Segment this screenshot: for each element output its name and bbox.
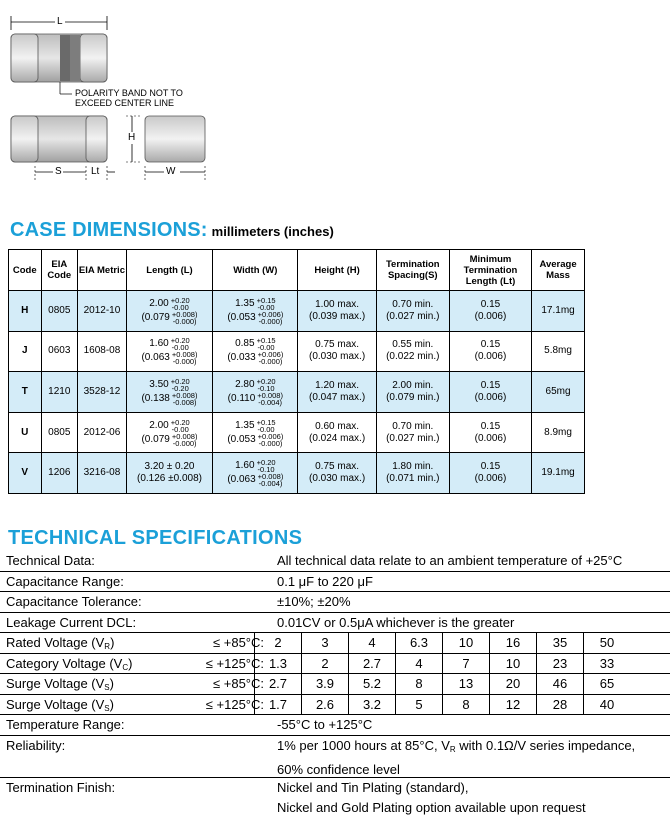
eia-code: 0805 — [41, 291, 78, 332]
height-cell-mm: 1.20 max. — [315, 379, 360, 391]
tolerance — [172, 351, 198, 365]
voltage-value: 28 — [536, 695, 583, 715]
length-cell — [126, 453, 212, 494]
wid-in-value: (0.110 — [227, 392, 256, 404]
wid-mm-value: 1.35 — [235, 419, 255, 431]
average-mass: 5.8mg — [532, 331, 585, 372]
height-cell-mm: 0.75 max. — [315, 339, 360, 351]
spec-label: Technical Data: — [6, 553, 95, 568]
spacing-cell-mm: 1.80 min. — [392, 461, 434, 473]
voltage-value: 46 — [536, 674, 583, 694]
height-cell-mm: 0.75 max. — [315, 461, 360, 473]
tolerance-minus: -0.00 — [171, 424, 189, 434]
spec-label: Capacitance Range: — [6, 573, 124, 589]
column-header: Width (W) — [213, 250, 298, 291]
reliability-text-a: 1% per 1000 hours at 85°C, V — [277, 737, 450, 753]
termination-length-cell — [449, 453, 531, 494]
height-cell-mm: 1.00 max. — [315, 298, 360, 310]
tolerance-minus: -0.004) — [258, 479, 283, 489]
spec-value: ±10%; ±20% — [277, 594, 351, 609]
termination-length-cell-mm: 0.15 — [480, 339, 501, 351]
len-mm — [127, 337, 212, 351]
wid-in — [213, 392, 297, 406]
spacing-cell-in: (0.027 min.) — [386, 310, 440, 322]
tolerance — [171, 337, 190, 351]
voltage-label-text: Surge Voltage (V — [6, 696, 105, 712]
table-row — [9, 453, 585, 494]
tolerance-minus: -0.10 — [257, 465, 275, 475]
case-code: H — [9, 291, 42, 332]
column-header: Average Mass — [532, 250, 585, 291]
len-in-value: (0.063 — [141, 352, 170, 364]
termination-length-cell-in: (0.006) — [474, 391, 507, 403]
voltage-value: 23 — [536, 654, 583, 674]
spacing-cell-mm: 0.70 min. — [392, 298, 434, 310]
len-in-value: (0.138 — [141, 392, 170, 404]
len-in-value: (0.079 — [141, 311, 170, 323]
wid-in-value: (0.063 — [227, 474, 256, 486]
tolerance-minus: -0.000) — [172, 438, 197, 448]
table-row — [9, 412, 585, 453]
termination-length-cell-in: (0.006) — [474, 473, 507, 485]
tolerance — [258, 473, 284, 487]
wid-cell — [213, 291, 298, 332]
spacing-cell — [376, 372, 449, 413]
tolerance — [171, 419, 190, 433]
len-cell — [126, 291, 212, 332]
eia-metric: 3216-08 — [78, 453, 127, 494]
spec-temperature-range — [0, 715, 670, 736]
voltage-label-end: ) — [109, 676, 114, 691]
spec-value: -55°C to +125°C — [277, 717, 373, 732]
eia-code: 1206 — [41, 453, 78, 494]
wid-mm-value: 1.60 — [235, 460, 255, 472]
height-cell — [298, 453, 376, 494]
len-mm — [127, 419, 212, 433]
wid-cell — [213, 331, 298, 372]
voltage-label-end: ) — [110, 635, 115, 650]
tolerance-minus: -0.00 — [171, 302, 189, 312]
tolerance-minus: -0.00 — [257, 302, 275, 312]
column-header: Length (L) — [126, 250, 212, 291]
average-mass: 8.9mg — [532, 412, 585, 453]
voltage-value: 5 — [395, 695, 442, 715]
spacing-cell-in: (0.022 min.) — [386, 351, 440, 363]
tolerance-plus: +0.20 — [256, 458, 276, 468]
spacing-cell-mm: 0.55 min. — [392, 339, 434, 351]
voltage-subscript: C — [122, 662, 129, 672]
termination-length-cell-in: (0.006) — [474, 310, 507, 322]
voltage-label-text: Surge Voltage (V — [6, 676, 105, 691]
reliability-subscript: R — [449, 744, 456, 754]
column-header: Code — [9, 250, 42, 291]
voltage-label-end: ) — [128, 655, 133, 671]
wid-in-value: (0.053 — [227, 433, 256, 445]
height-cell-in: (0.047 max.) — [309, 391, 366, 403]
height-cell — [298, 412, 376, 453]
voltage-value: 50 — [583, 633, 630, 653]
height-cell-in: (0.030 max.) — [309, 351, 366, 363]
table-row — [9, 291, 585, 332]
termination-length-cell-mm: 0.15 — [480, 420, 501, 432]
wid-mm — [213, 337, 297, 351]
spec-value — [277, 778, 586, 818]
voltage-value: 1.3 — [254, 654, 301, 674]
wid-in-value: (0.033 — [227, 352, 256, 364]
wid-in — [213, 433, 297, 447]
table-row — [9, 372, 585, 413]
tolerance — [258, 351, 284, 365]
tolerance-minus: -0.20 — [171, 383, 189, 393]
voltage-value: 8 — [395, 674, 442, 694]
average-mass: 65mg — [532, 372, 585, 413]
spec-value — [277, 736, 635, 780]
voltage-value: 2 — [254, 633, 301, 653]
tolerance-minus: -0.00 — [257, 424, 275, 434]
voltage-subscript: R — [104, 642, 111, 651]
voltage-value: 2.6 — [301, 695, 348, 715]
tolerance-minus: -0.000) — [258, 316, 283, 326]
case-dimensions-heading — [10, 219, 334, 242]
height-cell-in: (0.039 max.) — [309, 310, 366, 322]
eia-metric: 2012-10 — [78, 291, 127, 332]
eia-metric: 3528-12 — [78, 372, 127, 413]
height-cell — [298, 331, 376, 372]
column-header: Height (H) — [298, 250, 376, 291]
spec-value: All technical data relate to an ambient temperature of +25°C — [277, 553, 623, 568]
dimension-s-label: S — [55, 166, 62, 177]
voltage-value: 2.7 — [348, 654, 395, 674]
tolerance — [257, 337, 276, 351]
spec-surge-voltage-125 — [0, 695, 670, 716]
voltage-label-text: Rated Voltage (V — [6, 635, 105, 650]
case-code: V — [9, 453, 42, 494]
height-cell-mm: 0.60 max. — [315, 420, 360, 432]
voltage-value: 40 — [583, 695, 630, 715]
polarity-note-line1: POLARITY BAND NOT TO — [75, 88, 183, 98]
tolerance-minus: -0.00 — [171, 343, 189, 353]
reliability-text-b: with 0.1Ω/V series impedance, — [455, 737, 636, 753]
voltage-value: 6.3 — [395, 633, 442, 653]
tolerance-plus: +0.008) — [171, 350, 198, 360]
voltage-value: 2.7 — [254, 674, 301, 694]
termination-length-cell-mm: 0.15 — [480, 461, 501, 473]
tolerance-minus: -0.000) — [172, 316, 197, 326]
column-header: Minimum Termination Length (Lt) — [449, 250, 531, 291]
termination-line1: Nickel and Tin Plating (standard), — [277, 779, 469, 795]
tolerance — [171, 297, 190, 311]
len-cell — [126, 331, 212, 372]
voltage-value: 1.7 — [254, 695, 301, 715]
spec-label: Reliability: — [6, 737, 66, 753]
technical-specifications-list — [0, 551, 670, 820]
voltage-value: 12 — [489, 695, 536, 715]
voltage-value: 7 — [442, 654, 489, 674]
eia-code: 1210 — [41, 372, 78, 413]
tolerance-minus: -0.000) — [258, 438, 283, 448]
tolerance-plus: +0.20 — [170, 295, 190, 305]
spec-capacitance-tolerance — [0, 592, 670, 613]
eia-metric: 2012-06 — [78, 412, 127, 453]
case-dimensions-title: CASE DIMENSIONS: — [10, 219, 208, 241]
wid-mm — [213, 419, 297, 433]
voltage-value: 20 — [489, 674, 536, 694]
termination-length-cell — [449, 291, 531, 332]
wid-mm-value: 0.85 — [235, 338, 255, 350]
spec-category-voltage — [0, 654, 670, 675]
tolerance-plus: +0.008) — [171, 390, 198, 400]
voltage-value: 4 — [395, 654, 442, 674]
voltage-value: 3 — [301, 633, 348, 653]
spacing-cell-in: (0.027 min.) — [386, 432, 440, 444]
voltage-label-end: ) — [109, 696, 114, 712]
spec-label: Temperature Range: — [6, 717, 125, 732]
tolerance — [258, 311, 284, 325]
spacing-cell-in: (0.071 min.) — [386, 473, 440, 485]
spec-rated-voltage — [0, 633, 670, 654]
voltage-value: 5.2 — [348, 674, 395, 694]
wid-mm-value: 2.80 — [235, 378, 255, 390]
height-cell-in: (0.024 max.) — [309, 432, 366, 444]
component-drawing — [0, 0, 670, 215]
len-in — [127, 311, 212, 325]
voltage-value: 13 — [442, 674, 489, 694]
wid-in — [213, 351, 297, 365]
tolerance-minus: -0.000) — [172, 357, 197, 367]
length-cell-in: (0.126 ±0.008) — [136, 473, 202, 485]
tolerance-plus: +0.006) — [257, 309, 284, 319]
spacing-cell — [376, 412, 449, 453]
reliability-text-line2: 60% confidence level — [277, 761, 400, 777]
tolerance-plus: +0.008) — [257, 472, 284, 482]
termination-length-cell — [449, 372, 531, 413]
tolerance-plus: +0.008) — [257, 390, 283, 400]
polarity-note — [75, 88, 183, 108]
spacing-cell — [376, 291, 449, 332]
tolerance — [257, 459, 276, 473]
tolerance-plus: +0.20 — [256, 376, 276, 386]
len-cell — [126, 372, 212, 413]
termination-length-cell-in: (0.006) — [474, 351, 507, 363]
tolerance-plus: +0.20 — [170, 336, 190, 346]
len-mm — [127, 378, 212, 392]
tolerance — [257, 297, 276, 311]
wid-in — [213, 473, 297, 487]
polarity-note-line2: EXCEED CENTER LINE — [75, 98, 175, 108]
len-in — [127, 392, 212, 406]
spec-leakage-current — [0, 613, 670, 634]
wid-mm — [213, 459, 297, 473]
len-in — [127, 433, 212, 447]
wid-in — [213, 311, 297, 325]
voltage-value: 16 — [489, 633, 536, 653]
tolerance-plus: +0.20 — [170, 417, 190, 427]
tolerance-plus: +0.15 — [256, 417, 276, 427]
height-cell — [298, 372, 376, 413]
tolerance-plus: +0.006) — [257, 431, 284, 441]
wid-mm — [213, 297, 297, 311]
case-code: U — [9, 412, 42, 453]
tolerance — [172, 311, 198, 325]
termination-length-cell-in: (0.006) — [474, 432, 507, 444]
average-mass: 19.1mg — [532, 453, 585, 494]
spec-reliability — [0, 736, 670, 778]
len-mm-value: 1.60 — [149, 338, 169, 350]
table-row — [9, 331, 585, 372]
tolerance-plus: +0.008) — [171, 431, 198, 441]
column-header: EIA Metric — [78, 250, 127, 291]
tolerance-plus: +0.15 — [256, 295, 276, 305]
tolerance-plus: +0.20 — [170, 376, 190, 386]
height-cell-in: (0.030 max.) — [309, 473, 366, 485]
voltage-value: 35 — [536, 633, 583, 653]
len-mm-value: 2.00 — [149, 419, 169, 431]
spacing-cell — [376, 331, 449, 372]
average-mass: 17.1mg — [532, 291, 585, 332]
wid-cell — [213, 372, 298, 413]
spec-label: Termination Finish: — [6, 779, 116, 795]
spacing-cell-mm: 0.70 min. — [392, 420, 434, 432]
table-header-row — [9, 250, 585, 291]
spec-label: Capacitance Tolerance: — [6, 594, 142, 609]
tolerance-minus: -0.00 — [257, 343, 275, 353]
technical-specifications-title: TECHNICAL SPECIFICATIONS — [8, 527, 303, 549]
case-code: J — [9, 331, 42, 372]
len-in — [127, 351, 212, 365]
voltage-value: 4 — [348, 633, 395, 653]
len-mm-value: 2.00 — [149, 297, 169, 309]
tolerance-plus: +0.006) — [257, 350, 284, 360]
temperature-condition: ≤ +85°C: — [213, 676, 264, 691]
case-dimensions-table — [8, 249, 585, 494]
tolerance — [172, 392, 198, 406]
wid-cell — [213, 412, 298, 453]
voltage-subscript: S — [104, 703, 110, 713]
spec-technical-data — [0, 551, 670, 572]
tolerance-minus: -0.10 — [257, 383, 275, 393]
termination-length-cell — [449, 412, 531, 453]
tolerance — [171, 378, 190, 392]
voltage-value: 65 — [583, 674, 630, 694]
wid-mm-value: 1.35 — [235, 297, 255, 309]
voltage-label-text: Category Voltage (V — [6, 655, 123, 671]
tolerance-minus: -0.000) — [258, 357, 283, 367]
len-cell — [126, 412, 212, 453]
termination-line2: Nickel and Gold Plating option available upon request — [277, 799, 586, 815]
wid-cell — [213, 453, 298, 494]
termination-length-cell-mm: 0.15 — [480, 379, 501, 391]
voltage-value: 8 — [442, 695, 489, 715]
column-header: EIA Code — [41, 250, 78, 291]
spec-capacitance-range — [0, 572, 670, 593]
tolerance-minus: -0.008) — [172, 397, 197, 407]
length-cell-mm: 3.20 ± 0.20 — [144, 461, 195, 473]
spacing-cell-mm: 2.00 min. — [392, 379, 434, 391]
voltage-subscript: S — [104, 683, 110, 692]
termination-length-cell — [449, 331, 531, 372]
tolerance — [257, 392, 283, 406]
voltage-value: 33 — [583, 654, 630, 674]
temperature-condition: ≤ +85°C: — [213, 635, 264, 650]
len-mm-value: 3.50 — [149, 378, 169, 390]
temperature-condition: ≤ +125°C: — [205, 655, 264, 671]
spacing-cell-in: (0.079 min.) — [386, 391, 440, 403]
eia-metric: 1608-08 — [78, 331, 127, 372]
spec-termination-finish — [0, 778, 670, 820]
len-in-value: (0.079 — [141, 433, 170, 445]
tolerance-minus: -0.004) — [258, 397, 282, 407]
spec-value: 0.01CV or 0.5μA whichever is the greater — [277, 614, 515, 630]
eia-code: 0805 — [41, 412, 78, 453]
dimension-h-label: H — [128, 132, 136, 143]
tolerance-plus: +0.008) — [171, 309, 198, 319]
voltage-value: 10 — [489, 654, 536, 674]
voltage-value: 3.9 — [301, 674, 348, 694]
spec-label: Leakage Current DCL: — [6, 614, 137, 630]
height-cell — [298, 291, 376, 332]
dimension-lt-label: Lt — [91, 166, 100, 177]
tolerance — [258, 433, 284, 447]
column-header: Termination Spacing(S) — [376, 250, 449, 291]
wid-in-value: (0.053 — [227, 311, 256, 323]
len-mm — [127, 297, 212, 311]
spec-surge-voltage-85 — [0, 674, 670, 695]
voltage-value: 10 — [442, 633, 489, 653]
tolerance — [172, 433, 198, 447]
temperature-condition: ≤ +125°C: — [205, 696, 264, 712]
voltage-value: 3.2 — [348, 695, 395, 715]
spec-value: 0.1 μF to 220 μF — [277, 573, 373, 589]
dimension-l-label: L — [57, 16, 63, 27]
tolerance — [257, 419, 276, 433]
wid-mm — [213, 378, 297, 392]
tolerance — [257, 378, 276, 392]
case-code: T — [9, 372, 42, 413]
eia-code: 0603 — [41, 331, 78, 372]
voltage-value: 2 — [301, 654, 348, 674]
dimension-w-label: W — [166, 166, 176, 177]
case-dimensions-units: millimeters (inches) — [211, 224, 334, 239]
termination-length-cell-mm: 0.15 — [480, 298, 501, 310]
tolerance-plus: +0.15 — [256, 336, 276, 346]
spacing-cell — [376, 453, 449, 494]
